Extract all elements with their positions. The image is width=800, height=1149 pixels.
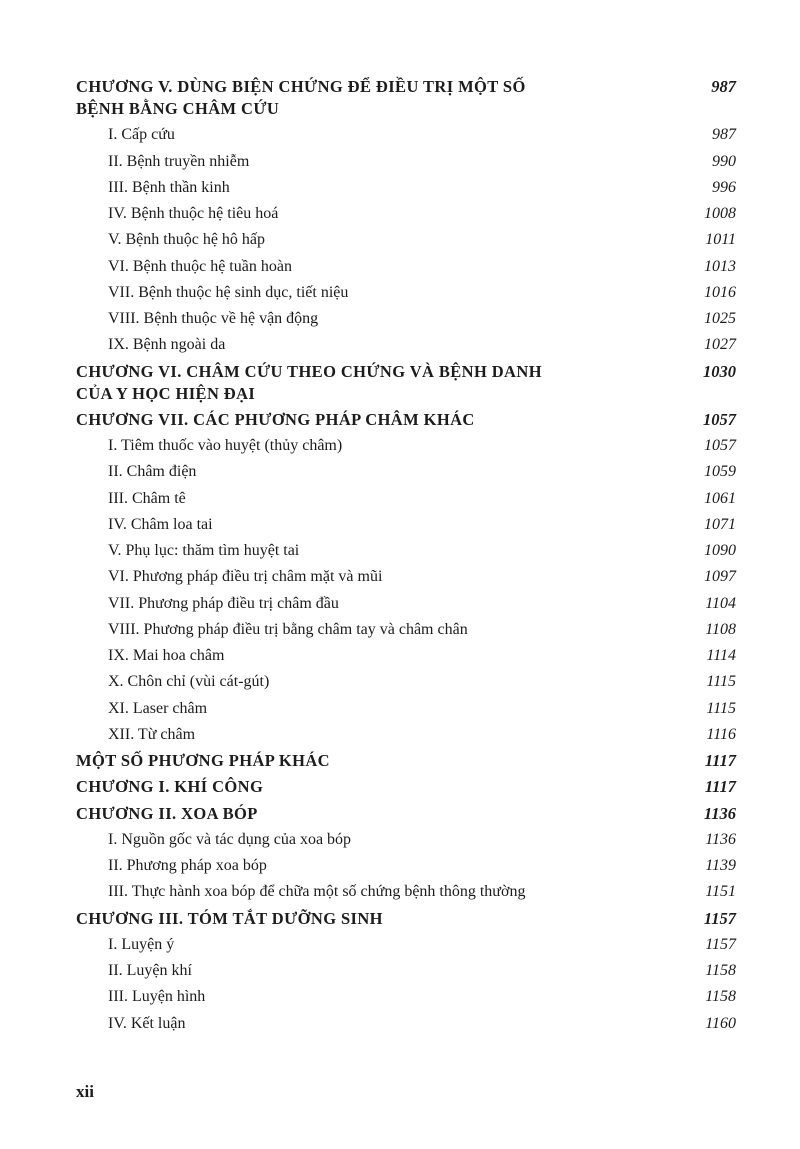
toc-page-number: 1057 — [703, 409, 736, 429]
toc-page-number: 1090 — [704, 542, 736, 559]
toc-item-row — [76, 435, 736, 457]
toc-page-number: 1025 — [704, 310, 736, 327]
toc-item-row — [76, 203, 736, 225]
toc-page-number: 1117 — [704, 751, 736, 770]
toc-chapter-row — [76, 803, 736, 825]
toc-entry-title: II. Luyện khí — [108, 962, 192, 979]
toc-item-row — [76, 698, 736, 720]
toc-entry-title: I. Nguồn gốc và tác dụng của xoa bóp — [108, 830, 352, 848]
page-number: xii — [76, 1082, 94, 1101]
toc-item-row — [76, 829, 736, 851]
toc-page-number: 987 — [711, 77, 736, 96]
toc-item-row — [76, 488, 736, 510]
toc-page-number: 1139 — [705, 857, 736, 874]
toc-entry-title: III. Bệnh thần kinh — [108, 178, 230, 196]
toc-page-number: 1160 — [705, 1014, 736, 1032]
toc-page-number: 1115 — [706, 673, 736, 691]
toc-entry-title: VIII. Bệnh thuộc về hệ vận động — [108, 310, 319, 327]
toc-entry-title: VII. Bệnh thuộc hệ sinh dục, tiết niệu — [108, 283, 349, 301]
toc-page-number: 1157 — [705, 935, 736, 953]
toc-item-row — [76, 124, 736, 146]
toc-item-row — [76, 960, 736, 982]
toc-page-number: 1008 — [704, 205, 736, 222]
toc-entry-title: I. Tiêm thuốc vào huyệt (thủy châm) — [108, 437, 343, 454]
toc-entry-title: III. Châm tê — [108, 489, 186, 507]
toc-page-number: 1117 — [704, 777, 736, 797]
toc-item-row — [76, 934, 736, 956]
toc-item-row — [76, 540, 736, 562]
toc-entry-title: CHƯƠNG VI. CHÂM CỨU THEO CHỨNG VÀ BỆNH DANH CỦA Y HỌC HIỆN ĐẠI — [76, 361, 542, 403]
toc-page-number: 1059 — [704, 463, 736, 481]
toc-entry-title: XII. Từ châm — [108, 725, 196, 743]
toc-page-number: 1116 — [706, 725, 736, 743]
toc-page-number: 1061 — [704, 489, 736, 507]
toc-item-row — [76, 177, 736, 199]
toc-entry-title: IV. Kết luận — [108, 1014, 186, 1032]
table-of-contents — [76, 76, 736, 1039]
toc-page-number: 996 — [712, 178, 736, 196]
toc-entry-title: CHƯƠNG VII. CÁC PHƯƠNG PHÁP CHÂM KHÁC — [76, 409, 475, 429]
toc-entry-title: X. Chôn chỉ (vùi cát-gút) — [108, 673, 270, 691]
toc-page-number: 1097 — [704, 568, 736, 586]
toc-item-row — [76, 1013, 736, 1035]
toc-entry-title: V. Phụ lục: thăm tìm huyệt tai — [108, 542, 300, 559]
toc-entry-title: CHƯƠNG II. XOA BÓP — [76, 803, 258, 823]
toc-item-row — [76, 645, 736, 667]
toc-item-row — [76, 256, 736, 278]
toc-page-number: 1057 — [704, 437, 736, 454]
toc-chapter-row — [76, 361, 736, 405]
toc-page-number: 1104 — [705, 594, 736, 612]
toc-page-number: 1011 — [705, 231, 736, 249]
toc-item-row — [76, 593, 736, 615]
toc-page-number: 1071 — [704, 515, 736, 533]
toc-chapter-row — [76, 76, 736, 120]
toc-entry-title: IX. Mai hoa châm — [108, 647, 225, 664]
toc-item-row — [76, 619, 736, 641]
toc-entry-title: VI. Phương pháp điều trị châm mặt và mũi — [108, 568, 383, 586]
toc-item-row — [76, 671, 736, 693]
toc-entry-title: MỘT SỐ PHƯƠNG PHÁP KHÁC — [76, 751, 330, 770]
toc-page-number: 987 — [712, 126, 736, 144]
toc-page-number: 1027 — [704, 336, 736, 354]
toc-entry-title: I. Cấp cứu — [108, 126, 175, 144]
toc-entry-title: CHƯƠNG I. KHÍ CÔNG — [76, 777, 264, 797]
toc-chapter-row — [76, 908, 736, 930]
toc-entry-title: II. Phương pháp xoa bóp — [108, 857, 267, 874]
toc-page-number: 990 — [712, 152, 736, 170]
toc-chapter-row — [76, 776, 736, 798]
toc-page-number: 1030 — [703, 361, 736, 381]
toc-page-number: 1151 — [705, 883, 736, 901]
toc-item-row — [76, 461, 736, 483]
toc-page-number: 1016 — [704, 283, 736, 301]
toc-entry-title: II. Châm điện — [108, 463, 197, 481]
toc-entry-title: IX. Bệnh ngoài da — [108, 336, 226, 354]
toc-page-number: 1157 — [703, 908, 736, 928]
toc-entry-title: III. Luyện hình — [108, 988, 206, 1006]
toc-entry-title: VII. Phương pháp điều trị châm đầu — [108, 594, 339, 612]
toc-page-number: 1108 — [705, 620, 736, 638]
toc-page-number: 1114 — [706, 647, 736, 664]
toc-page-number: 1115 — [706, 699, 736, 717]
toc-entry-title: VIII. Phương pháp điều trị bằng châm tay và châm chân — [108, 620, 468, 638]
toc-item-row — [76, 334, 736, 356]
toc-item-row — [76, 514, 736, 536]
toc-entry-title: V. Bệnh thuộc hệ hô hấp — [108, 231, 266, 249]
toc-entry-title: IV. Bệnh thuộc hệ tiêu hoá — [108, 205, 279, 222]
toc-entry-title: II. Bệnh truyền nhiễm — [108, 152, 250, 170]
toc-item-row — [76, 566, 736, 588]
toc-item-row — [76, 308, 736, 330]
toc-item-row — [76, 855, 736, 877]
toc-entry-title: CHƯƠNG V. DÙNG BIỆN CHỨNG ĐỂ ĐIỀU TRỊ MỘT SỐ BỆNH BẰNG CHÂM CỨU — [76, 77, 526, 118]
toc-entry-title: IV. Châm loa tai — [108, 515, 213, 533]
toc-entry-title: CHƯƠNG III. TÓM TẮT DƯỠNG SINH — [76, 908, 383, 928]
toc-item-row — [76, 151, 736, 173]
toc-chapter-row — [76, 750, 736, 772]
toc-chapter-row — [76, 409, 736, 431]
toc-item-row — [76, 881, 736, 903]
toc-page-number: 1158 — [705, 962, 736, 979]
toc-item-row — [76, 986, 736, 1008]
toc-item-row — [76, 724, 736, 746]
toc-item-row — [76, 229, 736, 251]
toc-entry-title: III. Thực hành xoa bóp để chữa một số chứng bệnh thông thường — [108, 883, 526, 901]
toc-item-row — [76, 282, 736, 304]
toc-entry-title: XI. Laser châm — [108, 699, 208, 717]
toc-page-number: 1158 — [705, 988, 736, 1006]
toc-entry-title: I. Luyện ý — [108, 935, 175, 953]
toc-page-number: 1136 — [705, 830, 736, 848]
toc-entry-title: VI. Bệnh thuộc hệ tuần hoàn — [108, 257, 292, 275]
toc-page-number: 1013 — [704, 257, 736, 275]
toc-page-number: 1136 — [703, 803, 736, 823]
